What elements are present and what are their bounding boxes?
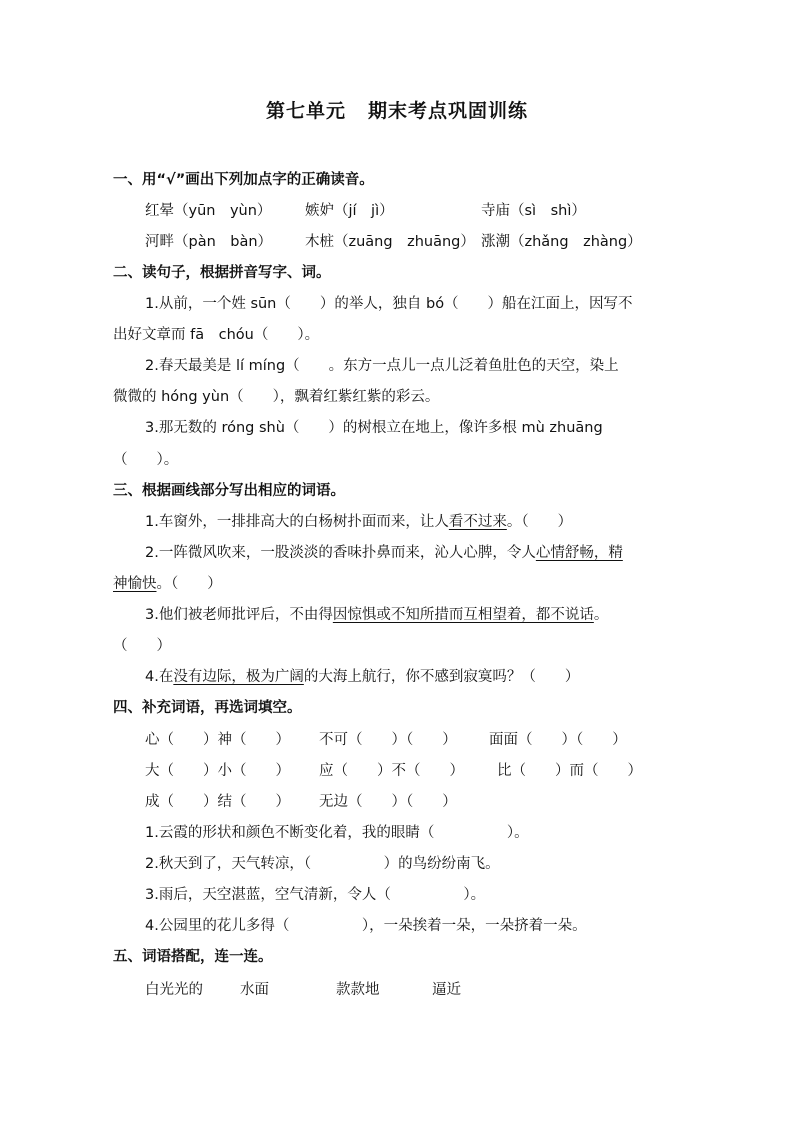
idiom-blank: 不可（ ）（ ） bbox=[319, 732, 457, 748]
pinyin-item: 河畔（pàn bàn） bbox=[145, 234, 273, 250]
question-text: 2.秋天到了，天气转凉，（ ）的鸟纷纷南飞。 bbox=[145, 856, 500, 872]
question-part: 3.他们被老师批评后，不由得 bbox=[145, 607, 333, 623]
unit-label: 第七单元 bbox=[265, 100, 346, 122]
idiom-blank: 心（ ）神（ ） bbox=[145, 732, 290, 748]
question-text: 微微的 hóng yùn（ ），飘着红紫红紫的彩云。 bbox=[113, 389, 440, 405]
section-2-heading: 二、读句子，根据拼音写字、词。 bbox=[113, 265, 331, 281]
idiom-blank: 面面（ ）（ ） bbox=[489, 732, 627, 748]
idiom-blank: 无边（ ）（ ） bbox=[319, 794, 457, 810]
question-text bbox=[145, 667, 579, 687]
question-part: 。（ ） bbox=[156, 576, 222, 592]
section-5-heading: 五、词语搭配，连一连。 bbox=[113, 949, 273, 965]
idiom-blank: 成（ ）结（ ） bbox=[145, 794, 290, 810]
pinyin-item: 寺庙（sì shì） bbox=[481, 203, 586, 219]
question-text bbox=[145, 543, 623, 563]
question-text bbox=[113, 574, 222, 594]
underlined-phrase: 看不过来 bbox=[448, 514, 507, 530]
underlined-phrase: 因惊惧或不知所措而互相望着，都不说话 bbox=[332, 607, 594, 623]
question-text: 4.公园里的花儿多得（ ），一朵挨着一朵，一朵挤着一朵。 bbox=[145, 918, 587, 934]
question-part: 4.在 bbox=[145, 669, 174, 685]
question-text: （ ） bbox=[113, 638, 171, 654]
question-text: 1.云霞的形状和颜色不断变化着，我的眼睛（ ）。 bbox=[145, 825, 529, 841]
section-3-heading: 三、根据画线部分写出相应的词语。 bbox=[113, 483, 345, 499]
section-4-heading: 四、补充词语，再选词填空。 bbox=[113, 700, 302, 716]
match-word: 款款地 bbox=[336, 982, 380, 998]
idiom-blank: 应（ ）不（ ） bbox=[319, 763, 464, 779]
pinyin-item: 红晕（yūn yùn） bbox=[145, 203, 272, 219]
question-text: 出好文章而 fā chóu（ ）。 bbox=[113, 327, 320, 343]
idiom-blank: 比（ ）而（ ） bbox=[497, 763, 642, 779]
pinyin-item: 涨潮（zhǎng zhàng） bbox=[481, 234, 642, 250]
match-word: 水面 bbox=[240, 982, 269, 998]
question-part: 。 bbox=[593, 607, 609, 623]
page-title bbox=[0, 96, 794, 123]
match-word: 逼近 bbox=[432, 982, 461, 998]
question-part: 1.车窗外，一排排高大的白杨树扑面而来，让人 bbox=[145, 514, 449, 530]
question-text: 3.雨后，天空湛蓝，空气清新，令人（ ）。 bbox=[145, 887, 486, 903]
underlined-phrase: 没有边际，极为广阔 bbox=[173, 669, 304, 685]
underlined-phrase: 心情舒畅，精 bbox=[535, 545, 623, 561]
question-text bbox=[145, 605, 608, 625]
question-text: 1.从前，一个姓 sūn（ ）的举人，独自 bó（ ）船在江面上，因写不 bbox=[145, 296, 633, 312]
question-part: 。（ ） bbox=[506, 514, 573, 530]
pinyin-item: 嫉妒（jí jì） bbox=[305, 203, 394, 219]
pinyin-item: 木桩（zuāng zhuāng） bbox=[305, 234, 475, 250]
underlined-phrase: 神愉快 bbox=[113, 576, 157, 592]
worksheet-name: 期末考点巩固训练 bbox=[368, 100, 529, 122]
question-part: 2.一阵微风吹来，一股淡淡的香味扑鼻而来，沁人心脾，令人 bbox=[145, 545, 536, 561]
question-part: 的大海上航行，你不感到寂寞吗？（ ） bbox=[303, 669, 580, 685]
match-word: 白光光的 bbox=[145, 982, 203, 998]
question-text bbox=[145, 512, 572, 532]
question-text: 2.春天最美是 lí míng（ 。东方一点儿一点儿泛着鱼肚色的天空，染上 bbox=[145, 358, 619, 374]
question-text: 3.那无数的 róng shù（ ）的树根立在地上，像许多根 mù zhuāng bbox=[145, 420, 603, 436]
idiom-blank: 大（ ）小（ ） bbox=[145, 763, 290, 779]
section-1-heading: 一、用“√”画出下列加点字的正确读音。 bbox=[113, 172, 374, 188]
question-text: （ ）。 bbox=[113, 452, 179, 468]
